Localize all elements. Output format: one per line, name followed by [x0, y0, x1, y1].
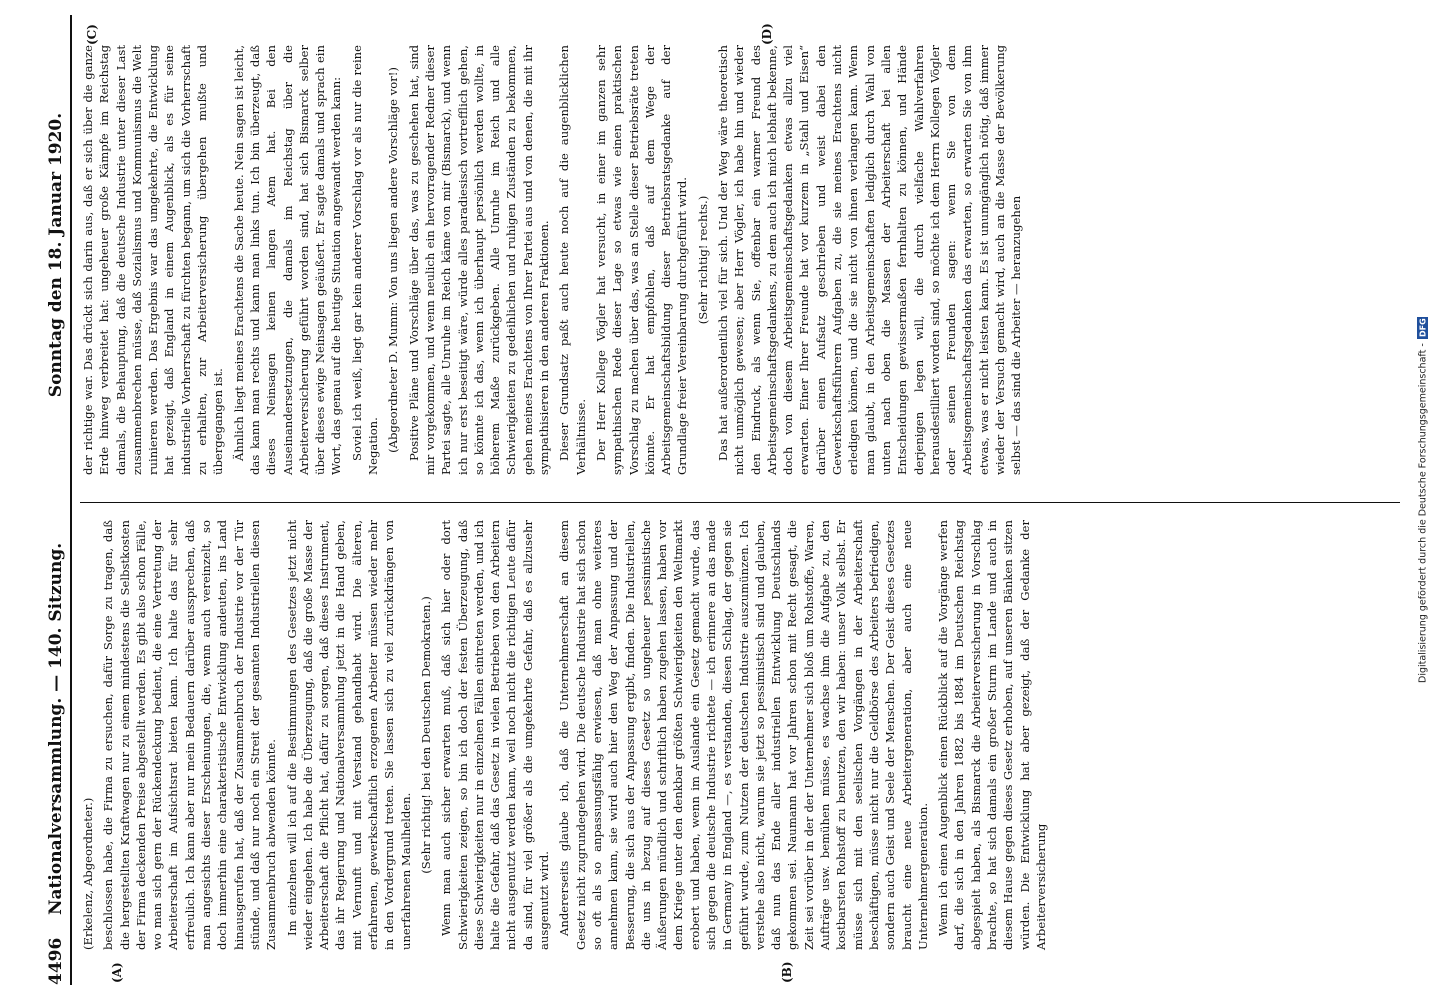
- paragraph: beschlossen habe, die Firma zu ersuchen, dafür Sorge zu tragen, daß die hergestellten Kraftwagen nur zu einem mindestens die Selbstkosten der Firma deckenden Preise abgestellt werden. Es gibt also schon Fälle, wo man sich gern der Rückendeckung bedient, die eine Vertretung der Arbeiterschaft im Aufsichtsrat bieten kann. Ich halte das für sehr erfreulich. Ich kann aber nur mein Bedauern darüber aussprechen, daß man angesichts dieser Erscheinungen, die, wenn auch vereinzelt, so doch immerhin eine charakteristische Entwicklung andeuten, ins Land hinausgerufen hat, daß der Zusammenbruch der Industrie vor der Tür stünde, und daß nur noch ein Streit der gesamten Industriellen diesen Zusammenbruch abwenden könnte.: [101, 520, 279, 950]
- paragraph: Im einzelnen will ich auf die Bestimmungen des Gesetzes jetzt nicht wieder eingehen. Ich habe die Überzeugung, daß die große Masse der Arbeiterschaft die Pflicht hat, dafür zu sorgen, daß dieses Instrument, das ihr Regierung und Nationalversammlung jetzt in die Hand geben, mit Vernunft und mit Verstand gehandhabt wird. Die älteren, erfahrenen, gewerkschaftlich erzogenen Arbeiter müssen wieder mehr in den Vordergrund treten. Sie lassen sich zu viel zurückdrängen von unerfahrenen Maulhelden.: [284, 520, 413, 950]
- quotation: Positive Pläne und Vorschläge über das, was zu geschehen hat, sind mir vorgekommen, und wenn neulich ein hervorragender Redner dieser Partei sagte, alle Unruhe im Reich käme von mir (Bismarck), und wenn ich nur erst beseitigt wäre, würde alles paradiesisch vortrefflich gehen, so könnte ich das, wenn ich überhaupt persönlich werden wollte, in höherem Maße zurückgeben. Alle Unruhe im Reich und alle Schwierigkeiten zu gedeihlichen und ruhigen Zuständen zu bekommen, gehen meines Erachtens von Ihrer Partei aus und von denen, die mit ihr sympathisieren in den anderen Fraktionen.: [406, 45, 552, 475]
- speaker-label: (Erkelenz, Abgeordneter.): [81, 797, 95, 950]
- paragraph: Andererseits glaube ich, daß die Unternehmerschaft an diesem Gesetz nicht zugrundegehen wird. Die deutsche Industrie hat sich schon so oft als so anpassungsfähig erwiesen, daß man ohne weiteres annehmen kann, sie wird auch hier den Weg der Anpassung und der Besserung, die sich aus der Anpassung ergibt, finden. Die Industriellen, die uns in bezug auf dieses Gesetz so ungeheuer pessimistische Äußerungen mündlich und schriftlich haben zugehen lassen, haben vor dem Kriege unter den denkbar größten Schwierigkeiten den Weltmarkt erobert und haben, wenn im Auslande ein Gesetz gemacht wurde, das sich gegen die deutsche Industrie richtete — ich erinnere an das made in Germany in England —, es verstanden, diesen Schlag, der gegen sie geführt wurde, zum Nutzen der deutschen Industrie auszumünzen. Ich verstehe also nicht, warum sie jetzt so pessimistisch sind und glauben, daß nun das Ende aller industriellen Entwicklung Deutschlands gekommen sei. Naumann hat vor Jahren schon mit Recht gesagt, die Zeit sei vorüber in der der Unternehmer sich bloß um Rohstoffe, Waren, Aufträge usw. bemühen müsse, es wachse ihm die Aufgabe zu, den kostbarsten Rohstoff zu benutzen, den wir haben: unser Volk selbst. Er müsse sich mit den seelischen Vorgängen in der Arbeiterschaft beschäftigen, müsse nicht nur die Geldbörse des Arbeiters befriedigen, sondern auch Geist und Seele der Menschen. Der Geist dieses Gesetzes braucht eine neue Arbeitergeneration, aber auch eine neue Unternehmergeneration.: [557, 520, 930, 950]
- paragraph: Dieser Grundsatz paßt auch heute noch auf die augenblicklichen Verhältnisse.: [557, 45, 588, 475]
- document-page: [40, 15, 1410, 985]
- paragraph: Wenn ich einen Augenblick einen Rückblick auf die Vorgänge werfen darf, die sich in den Jahren 1882 bis 1884 im Deutschen Reichstag abgespielt haben, als Bismarck die Arbeiterversicherung in Vorschlag brachte, so hat sich damals ein großer Sturm im Lande und auch in diesem Hause gegen dieses Gesetz erhoben, auf unseren Bänken sitzen würden. Die Entwicklung hat aber gezeigt, daß der Gedanke der Arbeiterversicherung: [936, 520, 1048, 950]
- interjection: (Sehr richtig! bei den Deutschen Demokraten.): [418, 596, 433, 874]
- paragraph: Das hat außerordentlich viel für sich. Und der Weg wäre theoretisch nicht unmöglich gewesen; aber Herr Vögler, ich habe hin und wieder den Eindruck, als wenn Sie, offenbar ein warmer Freund des Arbeitsgemeinschaftsgedankens, zu dem auch ich mich lebhaft bekenne, doch von diesem Arbeitsgemeinschaftsgedanken etwas allzu viel erwarten. Einer Ihrer Freunde hat vor kurzem in „Stahl und Eisen“ darüber einen Aufsatz geschrieben und weist dabei den Gewerkschaftsführern Aufgaben zu, die sie meines Erachtens nicht erledigen können, und die sie nicht von ihnen verlangen kann. Wenn man glaubt, in den Arbeitsgemeinschaften lediglich durch Wahl von unten nach oben die Massen der Arbeiterschaft bei allen Entscheidungen gewissermaßen fernhalten zu können, und Hände derjenigen legen will, die durch vielfache Wahlverfahren herausdestilliert worden sind, so möchte ich dem Herrn Kollegen Vögler oder seinen Freunden sagen: wenn Sie von dem Arbeitsgemeinschaftsgedanken das erwarten, so erwarten Sie von ihm etwas, was er nicht leisten kann. Es ist unumgänglich nötig, daß immer wieder der Versuch gemacht wird, auch an die Masse der Bevölkerung selbst — das sind die Arbeiter — heranzugehen: [715, 45, 1024, 475]
- page-number: 4496: [46, 937, 66, 985]
- column-divider: [80, 502, 1400, 503]
- paragraph: der richtige war. Das drückt sich darin aus, daß er sich über die ganze Erde hinweg verbreitet hat: ungeheuer große Kämpfe im Reichstag damals, die Behauptung, daß die deutsche Industrie unter dieser Last zusammenbrechen müsse, daß Sozialismus und Kommunismus die Welt ruinieren werden. Das Ergebnis war das umgekehrte, die Entwicklung hat gezeigt, daß England in einem Augenblick, als es für seine industrielle Vorherrschaft zu fürchten begann, um sich die Vorherrschaft zu erhalten, zur Arbeiterversicherung übergehen mußte und übergegangen ist.: [81, 45, 226, 475]
- margin-mark-c: (C): [85, 24, 99, 45]
- right-column: [80, 45, 1029, 475]
- session-title: Nationalversammlung. — 140. Sitzung.: [46, 542, 66, 915]
- quotation: Soviel ich weiß, liegt gar kein anderer Vorschlag vor als nur die reine Negation.: [349, 45, 381, 475]
- margin-mark-b: (B): [780, 961, 794, 983]
- interjection: (Sehr richtig! rechts.): [695, 195, 710, 325]
- left-column: [80, 520, 1053, 950]
- dfg-logo: DFG: [1418, 318, 1428, 338]
- paragraph: Wenn man auch sicher erwarten muß, daß sich hier oder dort Schwierigkeiten zeigen, so bin ich doch der festen Überzeugung, daß diese Schwierigkeiten nur in einzelnen Fällen eintreten werden, und ich halte die Gefahr, daß das Gesetz in vielen Betrieben von den Arbeitern nicht ausgenutzt werden kann, weil noch nicht die richtigen Leute dafür da sind, für viel größer als die umgekehrte Gefahr, daß es allzusehr ausgenutzt wird.: [439, 520, 552, 950]
- paragraph: Der Herr Kollege Vögler hat versucht, in einer im ganzen sehr sympathischen Rede dieser Lage so etwas wie einen praktischen Vorschlag zu machen über das, was an Stelle dieser Betriebsräte treten könnte. Er hat empfohlen, daß auf dem Wege der Arbeitsgemeinschaftsbildung dieser Betriebsratsgedanke auf der Grundlage freier Vereinbarung durchgeführt wird.: [593, 45, 690, 475]
- session-date: Sonntag den 18. Januar 1920.: [46, 112, 66, 398]
- digitization-note: [1416, 0, 1430, 1000]
- margin-mark-a: (A): [110, 962, 124, 983]
- page-header: [40, 15, 72, 985]
- margin-mark-d: (D): [760, 23, 774, 45]
- digitization-text: Digitalisierung gefördert durch die Deutsche Forschungsgemeinschaft -: [1417, 343, 1429, 684]
- interjection: (Abgeordneter D. Mumm: Von uns liegen andere Vorschläge vor!): [386, 67, 401, 453]
- paragraph: Ähnlich liegt meines Erachtens die Sache heute. Nein sagen ist leicht, das kann man rechts und kann man links tun. Ich bin überzeugt, daß dieses Neinsagen keinen langen Atem hat. Bei den Auseinandersetzungen, die damals im Reichstag über die Arbeiterversicherung geführt worden sind, hat sich Bismarck selber über dieses ewige Neinsagen geäußert. Er sagte damals und sprach ein Wort, das genau auf die heutige Situation angewandt werden kann:: [231, 45, 344, 475]
